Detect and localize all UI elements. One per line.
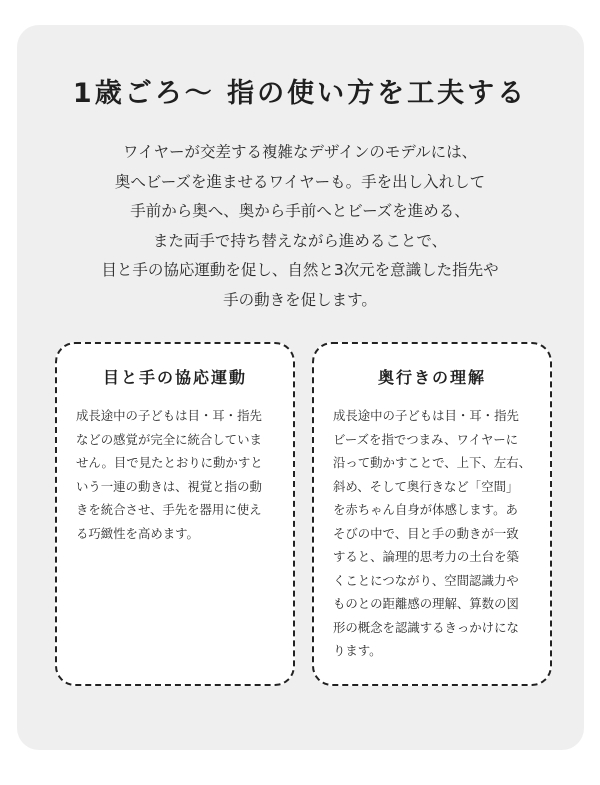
intro-line: また両手で持ち替えながら進めることで、 bbox=[152, 231, 448, 250]
card-line: などの感覚が完全に統合していま bbox=[76, 431, 262, 447]
card-line: ります。 bbox=[333, 643, 382, 658]
card-line: そびの中で、目と手の動きが一致 bbox=[333, 525, 519, 541]
section-title: 1歳ごろ～ 指の使い方を工夫する bbox=[72, 78, 528, 109]
card-depth-understanding bbox=[312, 342, 552, 686]
card-line: きを統合させ、手先を器用に使え bbox=[76, 502, 262, 517]
card-line: 沿って動かすことで、上下、左右、 bbox=[333, 455, 532, 470]
card-body bbox=[314, 404, 550, 663]
intro-line: 手前から奥へ、奥から手前へとビーズを進める、 bbox=[130, 202, 470, 220]
intro-text bbox=[0, 138, 600, 315]
intro-line: ワイヤーが交差する複雑なデザインのモデルには、 bbox=[122, 143, 478, 161]
card-body bbox=[57, 404, 293, 545]
card-title: 奥行きの理解 bbox=[377, 368, 486, 387]
card-line: 形の概念を認識するきっかけにな bbox=[333, 619, 519, 635]
card-line: る巧緻性を高めます。 bbox=[76, 525, 199, 541]
card-line: 成長途中の子どもは目・耳・指先 bbox=[76, 408, 262, 423]
card-title: 目と手の協応運動 bbox=[102, 368, 247, 387]
card-line: ビーズを指でつまみ、ワイヤーに bbox=[333, 431, 519, 447]
intro-line: 奥へビーズを進ませるワイヤーも。手を出し入れして bbox=[114, 172, 486, 191]
card-line: すると、論理的思考力の土台を築 bbox=[333, 549, 519, 564]
card-line: 成長途中の子どもは目・耳・指先 bbox=[333, 408, 519, 423]
card-line: せん。目で見たとおりに動かすと bbox=[76, 455, 263, 470]
card-eye-hand-coordination bbox=[55, 342, 295, 686]
intro-line: 目と手の協応運動を促し、自然と3次元を意識した指先や bbox=[101, 261, 499, 279]
card-line: ものとの距離感の理解、算数の図 bbox=[333, 596, 519, 611]
intro-line: 手の動きを促します。 bbox=[223, 290, 377, 309]
card-line: 斜め、そして奥行きなど「空間」 bbox=[333, 478, 519, 494]
card-line: くことにつながり、空間認識力や bbox=[333, 572, 519, 588]
card-line: いう一連の動きは、視覚と指の動 bbox=[76, 478, 262, 494]
card-line: を赤ちゃん自身が体感します。あ bbox=[333, 502, 518, 517]
